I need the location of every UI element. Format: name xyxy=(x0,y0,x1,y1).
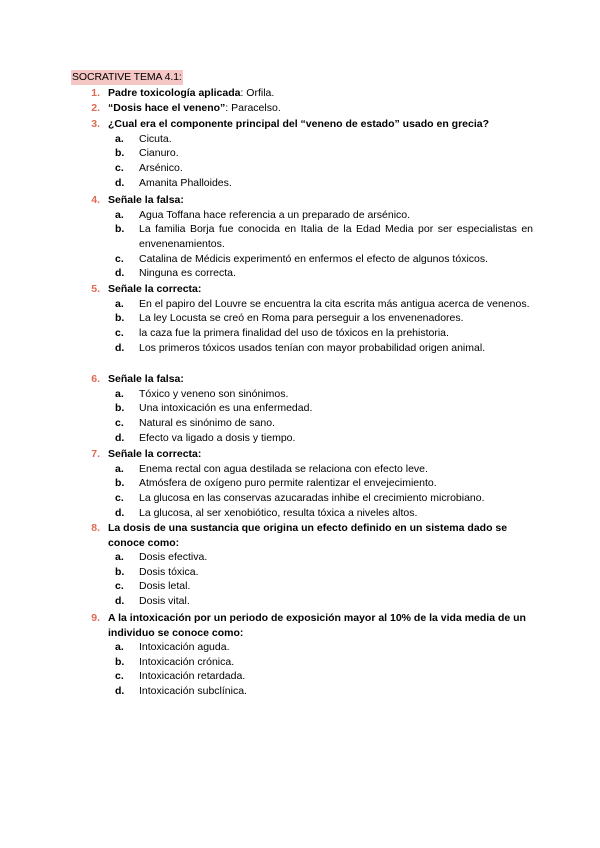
option: c. Catalina de Médicis experimentó en enfermos el efecto de algunos tóxicos. xyxy=(115,252,489,265)
option: a. Cicuta. xyxy=(115,132,172,145)
option: c. Dosis letal. xyxy=(115,580,191,593)
question-3 xyxy=(78,117,533,190)
option: d. Dosis vital. xyxy=(115,595,190,608)
option-list xyxy=(115,640,533,699)
option: c. Intoxicación retardada. xyxy=(115,670,246,683)
option-list xyxy=(115,297,533,356)
question-text: A la intoxicación por un periodo de exposición mayor al 10% de la vida media de un individuo se conoce como: xyxy=(108,612,526,639)
option: b. La ley Locusta se creó en Roma para perseguir a los envenenadores. xyxy=(115,312,464,325)
option: c. Arsénico. xyxy=(115,161,183,174)
option: a. Agua Toffana hace referencia a un preparado de arsénico. xyxy=(115,208,411,221)
option: d. La glucosa, al ser xenobiótico, resulta tóxica a niveles altos. xyxy=(115,506,418,519)
question-text: “Dosis hace el veneno”: Paracelso. xyxy=(108,102,281,114)
question-6 xyxy=(78,372,533,445)
option-list xyxy=(115,132,533,191)
option: d. Amanita Phalloides. xyxy=(115,176,232,189)
question-number: 3. xyxy=(91,118,100,130)
question-7 xyxy=(78,447,533,520)
option-list xyxy=(115,550,533,609)
option: b. Cianuro. xyxy=(115,147,179,160)
option: b. La familia Borja fue conocida en Italia de la Edad Media por ser especialistas en envenenamientos. xyxy=(115,223,533,250)
option: c. la caza fue la primera finalidad del uso de tóxicos en la prehistoria. xyxy=(115,326,449,339)
question-2 xyxy=(78,101,533,116)
option-list xyxy=(115,387,533,446)
option: a. Intoxicación aguda. xyxy=(115,641,230,653)
option: b. Dosis tóxica. xyxy=(115,565,199,578)
option: a. Dosis efectiva. xyxy=(115,551,208,563)
question-5 xyxy=(78,282,533,355)
question-4 xyxy=(78,193,533,281)
option: a. Enema rectal con agua destilada se relaciona con efecto leve. xyxy=(115,462,428,475)
option: d. Efecto va ligado a dosis y tiempo. xyxy=(115,431,296,444)
option: c. Natural es sinónimo de sano. xyxy=(115,416,275,429)
option: c. La glucosa en las conservas azucaradas inhibe el crecimiento microbiano. xyxy=(115,491,485,504)
question-text: Señale la correcta: xyxy=(108,283,202,295)
question-number: 6. xyxy=(91,373,100,385)
option: d. Ninguna es correcta. xyxy=(115,267,236,280)
question-9 xyxy=(78,611,533,699)
question-text: La dosis de una sustancia que origina un efecto definido en un sistema dado se conoce como: xyxy=(108,522,508,549)
question-number: 5. xyxy=(91,283,100,295)
option: d. Intoxicación subclínica. xyxy=(115,685,247,698)
question-8 xyxy=(78,521,533,609)
document-title: SOCRATIVE TEMA 4.1: xyxy=(72,71,182,83)
question-text: Señale la correcta: xyxy=(108,448,202,460)
question-text: Señale la falsa: xyxy=(108,194,184,206)
question-number: 9. xyxy=(91,612,100,624)
option: a. En el papiro del Louvre se encuentra la cita escrita más antigua acerca de venenos. xyxy=(115,297,530,310)
question-number: 2. xyxy=(91,102,100,114)
question-text: ¿Cual era el componente principal del “veneno de estado” usado en grecia? xyxy=(108,118,490,130)
question-1 xyxy=(78,86,533,101)
option: b. Intoxicación crónica. xyxy=(115,655,235,668)
option: b. Una intoxicación es una enfermedad. xyxy=(115,402,313,415)
option-list xyxy=(115,208,533,282)
option: d. Los primeros tóxicos usados tenían con mayor probabilidad origen animal. xyxy=(115,341,486,354)
option: b. Atmósfera de oxígeno puro permite ralentizar el envejecimiento. xyxy=(115,477,437,490)
question-number: 7. xyxy=(91,448,100,460)
option-list xyxy=(115,462,533,521)
question-number: 8. xyxy=(91,522,100,534)
question-number: 1. xyxy=(91,87,100,99)
option: a. Tóxico y veneno son sinónimos. xyxy=(115,387,289,400)
question-text: Padre toxicología aplicada: Orfila. xyxy=(108,87,275,99)
question-text: Señale la falsa: xyxy=(108,373,184,385)
question-number: 4. xyxy=(91,194,100,206)
